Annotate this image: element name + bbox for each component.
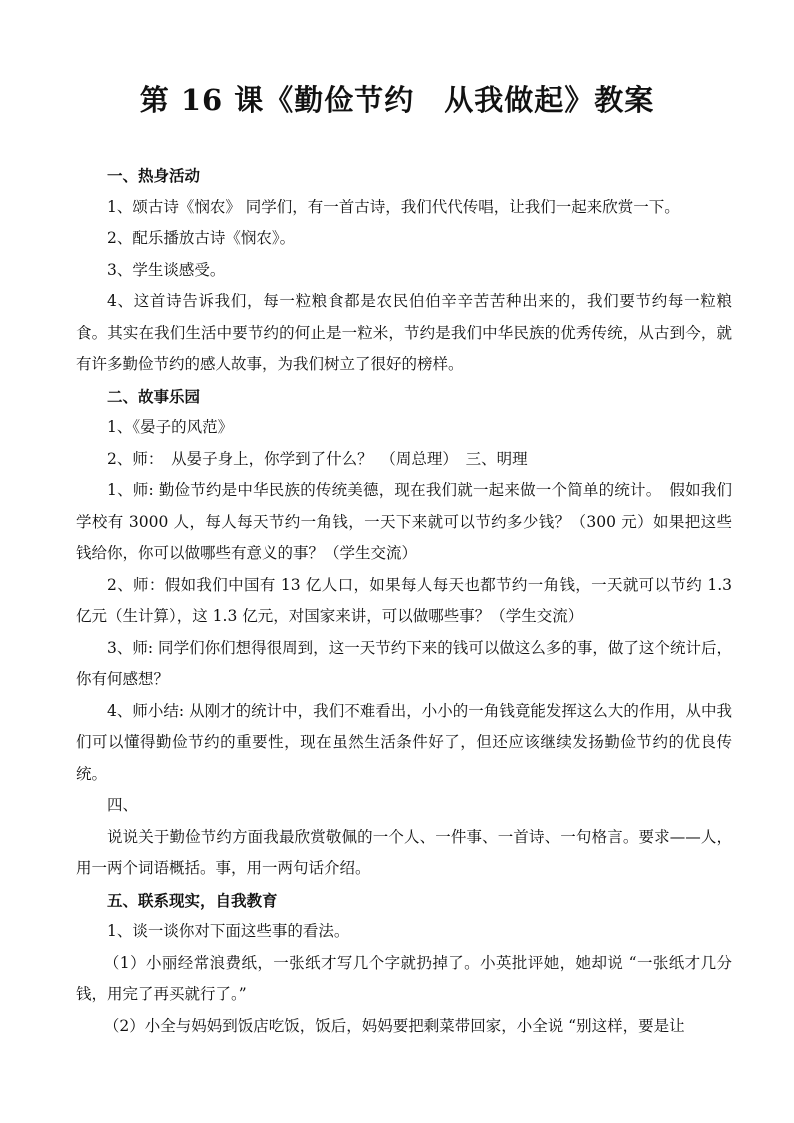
paragraph: 1、颂古诗《悯农》 同学们，有一首古诗，我们代代传唱，让我们一起来欣赏一下。	[107, 197, 680, 216]
document-title: 第 16 课《勤俭节约 从我做起》教案	[139, 83, 655, 117]
section-heading-warmup: 一、热身活动	[107, 166, 201, 185]
paragraph: 1、《晏子的风范》	[107, 418, 234, 436]
paragraph: 说说关于勤俭节约方面我最欣赏敬佩的一个人、一件事、一首诗、一句格言。要求——人，用一两个词语概括。事，用一两句话介绍。	[76, 827, 732, 877]
paragraph: （1）小丽经常浪费纸，一张纸才写几个字就扔掉了。小英批评她，她却说 “一张纸才几分钱，用完了再买就行了。”	[76, 953, 732, 1003]
section-heading-story: 二、故事乐园	[107, 386, 201, 406]
paragraph: 1、师: 勤俭节约是中华民族的传统美德，现在我们就一起来做一个简单的统计。 假如我们学校有 3000 人，每人每天节约一角钱，一天下来就可以节约多少钱？（300 元）如果把这些钱给你，你可以做哪些有意义的事？（学生交流）	[76, 481, 732, 562]
paragraph: 2、师：假如我们中国有 13 亿人口，如果每人每天也都节约一角钱，一天就可以节约 1.3 亿元（生计算），这 1.3 亿元，对国家来讲，可以做哪些事？（学生交流）	[76, 575, 732, 625]
paragraph: 3、师: 同学们你们想得很周到，这一天节约下来的钱可以做这么多的事，做了这个统计后，你有何感想？	[76, 638, 732, 688]
paragraph: 4、这首诗告诉我们，每一粒粮食都是农民伯伯辛辛苦苦种出来的，我们要节约每一粒粮食。其实在我们生活中要节约的何止是一粒米，节约是我们中华民族的优秀传统，从古到今，就有许多勤俭节约的感人故事，为我们树立了很好的榜样。	[76, 292, 732, 373]
paragraph: 3、学生谈感受。	[107, 260, 226, 279]
paragraph: 1、谈一谈你对下面这些事的看法。	[107, 922, 350, 940]
paragraph: 2、师： 从晏子身上，你学到了什么？ （周总理） 三、明理	[107, 449, 528, 468]
section-heading-reality: 五、联系现实，自我教育	[107, 890, 278, 910]
paragraph: （2）小全与妈妈到饭店吃饭，饭后，妈妈要把剩菜带回家，小全说 “别这样，要是让	[103, 1016, 685, 1035]
section-heading-four: 四、	[107, 796, 139, 814]
document-body	[76, 160, 732, 1042]
paragraph: 2、配乐播放古诗《悯农》。	[107, 229, 296, 247]
paragraph: 4、师小结: 从刚才的统计中，我们不难看出，小小的一角钱竟能发挥这么大的作用，从中我们可以懂得勤俭节约的重要性，现在虽然生活条件好了，但还应该继续发扬勤俭节约的优良传统。	[76, 701, 732, 783]
